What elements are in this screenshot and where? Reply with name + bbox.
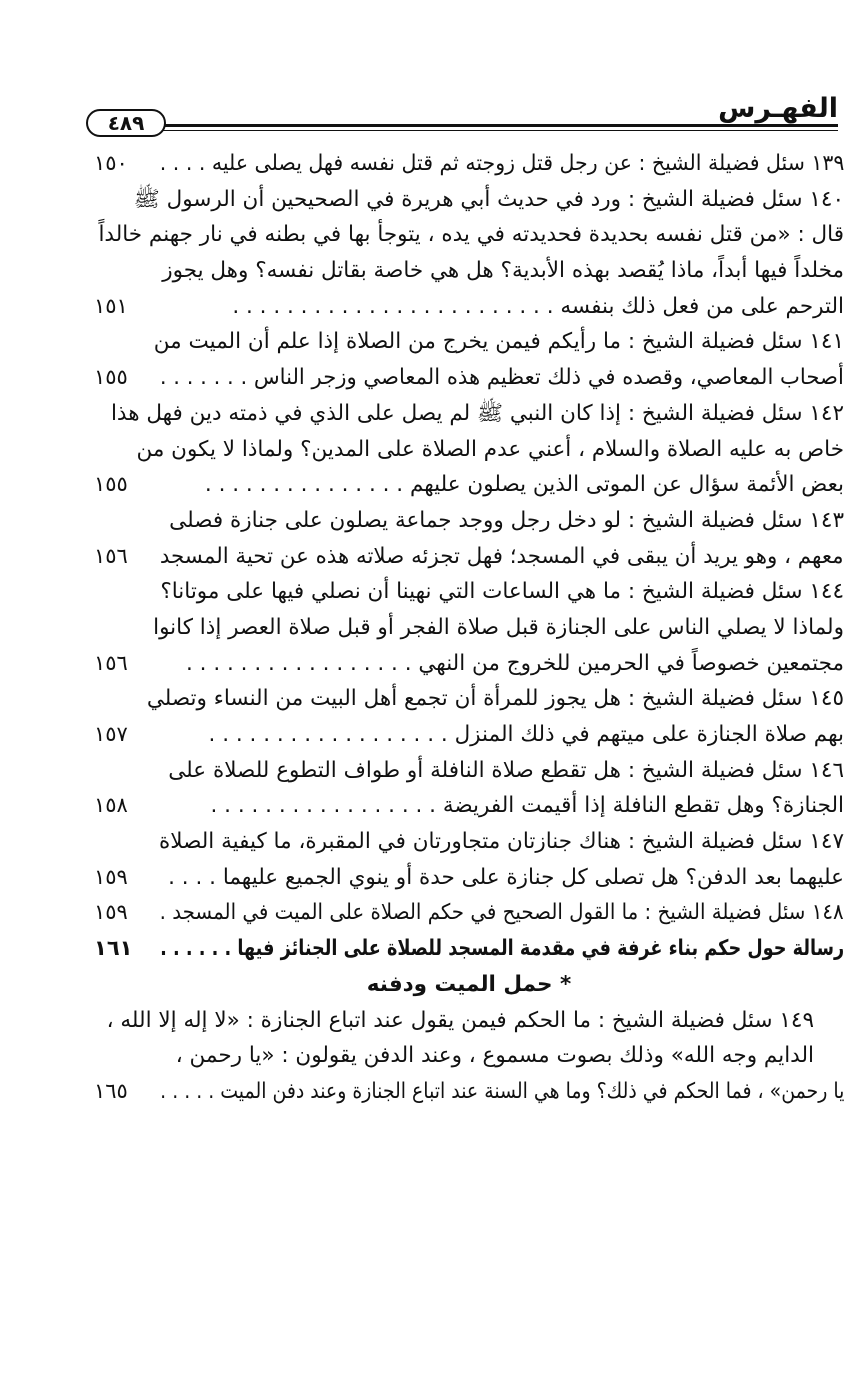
section-title: * حمل الميت ودفنه — [366, 971, 572, 997]
page-ref: ١٦١ — [94, 936, 133, 961]
entry-text: رسالة حول حكم بناء غرفة في مقدمة المسجد للصلاة على الجنائز فيها . . . . . . — [159, 936, 844, 962]
page-ref: ١٥٦ — [94, 543, 128, 568]
entry-text: مجتمعين خصوصاً في الحرمين للخروج من النهي . . . . . . . . . . . . . . . . . — [186, 650, 844, 676]
section-heading — [94, 967, 844, 1003]
entry-text: ١٤١ سئل فضيلة الشيخ : ما رأيكم فيمن يخرج من الصلاة إذا علم أن الميت من — [153, 329, 844, 355]
page-ref: ١٥٧ — [94, 722, 128, 746]
page-ref: ١٥٨ — [94, 793, 128, 818]
page-ref: ١٥٩ — [94, 864, 128, 889]
index-line — [94, 931, 844, 967]
index-line — [94, 396, 844, 432]
entry-text: بعض الأئمة سؤال عن الموتى الذين يصلون عليهم . . . . . . . . . . . . . . . — [204, 472, 844, 498]
page-ref: ١٥١ — [94, 293, 128, 318]
index-line — [94, 539, 844, 575]
entry-text: ١٤٠ سئل فضيلة الشيخ : ورد في حديث أبي هريرة في الصحيحين أن الرسول ﷺ — [133, 186, 844, 212]
index-line — [94, 860, 844, 896]
index-line — [94, 574, 844, 610]
page-ref: ١٥٠ — [94, 151, 128, 175]
header-rule-thin — [162, 130, 838, 131]
index-line — [94, 753, 844, 789]
index-line — [94, 324, 844, 360]
index-line — [94, 1003, 844, 1039]
index-line — [94, 146, 844, 182]
index-line — [94, 1074, 844, 1110]
entry-text: ١٤٨ سئل فضيلة الشيخ : ما القول الصحيح في حكم الصلاة على الميت في المسجد . — [160, 900, 844, 926]
index-line — [94, 503, 844, 539]
index-line — [94, 646, 844, 682]
index-line — [94, 895, 844, 931]
entry-text: أصحاب المعاصي، وقصده في ذلك تعظيم هذه المعاصي وزجر الناس . . . . . . . — [159, 365, 844, 391]
entry-text: بهم صلاة الجنازة على ميتهم في ذلك المنزل . . . . . . . . . . . . . . . . . . — [208, 722, 844, 747]
page-number: ٤٨٩ — [86, 109, 166, 137]
index-line — [94, 1038, 844, 1074]
index-line — [94, 610, 844, 646]
entry-text: ولماذا لا يصلي الناس على الجنازة قبل صلاة الفجر أو قبل صلاة العصر إذا كانوا — [153, 614, 844, 640]
entry-text: قال : «من قتل نفسه بحديدة فحديدته في يده ، يتوجأ بها في بطنه في نار جهنم خالداً — [98, 222, 844, 248]
entry-text: الجنازة؟ وهل تقطع النافلة إذا أقيمت الفريضة . . . . . . . . . . . . . . . . . — [210, 793, 844, 819]
page-ref: ١٥٩ — [94, 900, 128, 925]
page-ref: ١٥٦ — [94, 650, 128, 675]
entry-text: الدايم وجه الله» وذلك بصوت مسموع ، وعند الدفن يقولون : «يا رحمن ، — [175, 1043, 814, 1069]
page-header — [86, 94, 838, 134]
index-line — [94, 681, 844, 717]
entry-text: ١٤٥ سئل فضيلة الشيخ : هل يجوز للمرأة أن تجمع أهل البيت من النساء وتصلي — [146, 686, 844, 712]
entry-text: خاص به عليه الصلاة والسلام ، أعني عدم الصلاة على المدين؟ ولماذا لا يكون من — [136, 436, 844, 462]
entry-text: ١٤٦ سئل فضيلة الشيخ : هل تقطع صلاة النافلة أو طواف التطوع للصلاة على — [168, 757, 844, 783]
page-ref: ١٦٥ — [94, 1078, 128, 1103]
index-entries — [94, 146, 844, 1110]
entry-text: ١٤٣ سئل فضيلة الشيخ : لو دخل رجل ووجد جماعة يصلون على جنازة فصلى — [169, 507, 844, 533]
header-rule-thick — [162, 124, 838, 127]
index-line — [94, 717, 844, 753]
index-line — [94, 467, 844, 503]
index-line — [94, 182, 844, 218]
index-line — [94, 253, 844, 289]
entry-text: عليهما بعد الدفن؟ هل تصلى كل جنازة على حدة أو ينوي الجميع عليهما . . . . — [168, 864, 844, 890]
entry-text: مخلداً فيها أبداً، ماذا يُقصد بهذه الأبدية؟ هل هي خاصة بقاتل نفسه؟ وهل يجوز — [162, 258, 844, 284]
index-line — [94, 432, 844, 468]
page-ref: ١٥٥ — [94, 365, 128, 390]
running-title: الفهـرس — [718, 93, 838, 124]
entry-text: الترحم على من فعل ذلك بنفسه . . . . . . . . . . . . . . . . . . . . . . . . — [232, 293, 844, 319]
index-line — [94, 289, 844, 325]
entry-text: ١٤٧ سئل فضيلة الشيخ : هناك جنازتان متجاورتان في المقبرة، ما كيفية الصلاة — [159, 829, 844, 855]
entry-text: ١٤٩ سئل فضيلة الشيخ : ما الحكم فيمن يقول عند اتباع الجنازة : «لا إله إلا الله ، — [106, 1007, 814, 1033]
entry-text: ١٤٤ سئل فضيلة الشيخ : ما هي الساعات التي نهينا أن نصلي فيها على موتانا؟ — [160, 579, 844, 605]
index-line — [94, 824, 844, 860]
entry-text: معهم ، وهو يريد أن يبقى في المسجد؛ فهل تجزئه صلاته هذه عن تحية المسجد — [160, 543, 844, 569]
index-line — [94, 788, 844, 824]
entry-text: ١٤٢ سئل فضيلة الشيخ : إذا كان النبي ﷺ لم يصل على الذي في ذمته دين فهل هذا — [110, 400, 844, 426]
entry-text: ١٣٩ سئل فضيلة الشيخ : عن رجل قتل زوجته ثم قتل نفسه فهل يصلى عليه . . . . — [159, 151, 844, 176]
entry-text: يا رحمن» ، فما الحكم في ذلك؟ وما هي السنة عند اتباع الجنازة وعند دفن الميت . . . . . — [159, 1078, 844, 1104]
index-line — [94, 217, 844, 253]
index-line — [94, 360, 844, 396]
page-ref: ١٥٥ — [94, 472, 128, 497]
